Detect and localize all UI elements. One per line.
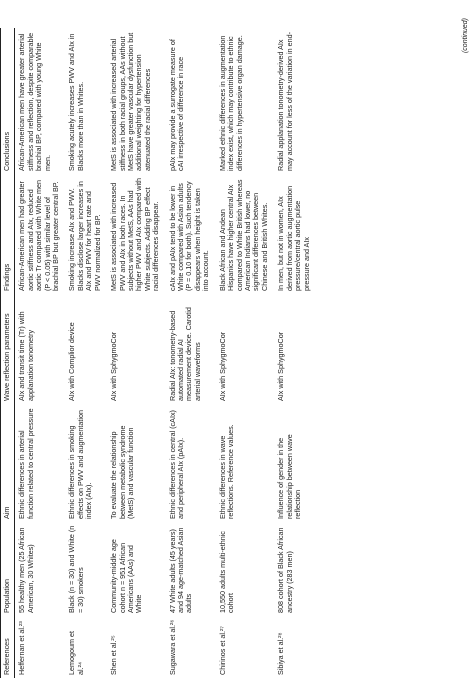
cell-aim: Ethnic differences in arterial function related to central pressure <box>17 408 35 519</box>
cell-reference: Heffernan et al.²³ <box>17 621 27 675</box>
table-row <box>15 28 66 678</box>
cell-aim: Ethnic differences in central (cAIx) and peripheral AIx (pAIx). <box>167 410 186 519</box>
cell-conclusions: Smoking acutely increases PWV and AIx in Blacks more than in Whites. <box>67 33 85 171</box>
cell-population: 47 White adults (45 years) and 94 age-matched Asian adults <box>167 527 194 613</box>
cell-population: 10,550 adults multi-ethnic cohort <box>217 531 236 613</box>
cell-parameters: AIx and transit time (Tr) with applanation tonometry <box>17 311 35 401</box>
cell-aim: Ethnic differences in smoking effects on PWV and augmentation index (AIx). <box>67 410 94 519</box>
table-row <box>166 28 216 678</box>
cell-population: Community-middle age cohort n = 951 African Americans (AAs) and White <box>109 539 144 613</box>
cell-conclusions: MetS is associated with increased arterial stiffness in both racial groups, AAs without MetS have greater vascular dysfunction but additional weighting for hypertension attenuated the racial differences <box>109 32 152 171</box>
cell-findings: African-American men had greater aortic stiffness and AIx, reduced aortic Tr compared with White men (P < 0.05) with similar level of brachial BP but greater central BP. <box>17 179 60 291</box>
continued-label: (continued) <box>462 18 469 54</box>
cell-conclusions: African-American men have greater arterial stiffness and reflection, despite comparable brachial BP, compared with young White men. <box>17 32 52 171</box>
ethnic-differences-table <box>0 28 316 678</box>
table-row <box>216 28 275 678</box>
cell-parameters: Radial AIx: tonometry-based automated radial AI measurement device. Carotid arterial waveforms <box>167 307 202 401</box>
cell-conclusions: Marked ethnic differences in augmentation index exist, which may contribute to ethnic differences in hypertensive organ damage. <box>217 35 244 171</box>
cell-parameters: AIx with SphygmoCor <box>276 331 286 401</box>
cell-parameters: AIx with SphygmoCor <box>217 331 227 401</box>
cell-aim: To evaluate the relationship between metabolic syndrome (MetS) and vascular function <box>109 425 135 519</box>
cell-findings: Black African and Andean Hispanics have higher central AIx compared to White British whereas American Indians had lower, no significant differences between Chinese and British Whites. <box>217 179 269 291</box>
header-references: References <box>1 616 15 678</box>
cell-population: 55 healthy men (25 African American, 30 Whites) <box>17 527 35 613</box>
cell-conclusions: Radial applanation tonometry-derived AIx may account for less of the variation in end- <box>276 31 294 171</box>
cell-parameters: AIx with SphygmoCor <box>109 331 119 401</box>
table-row <box>65 28 107 678</box>
cell-reference: Shen et al.²⁵ <box>109 635 119 675</box>
cell-reference: Chirinos et al.²⁷ <box>217 626 227 675</box>
cell-reference: Sibiya et al.²⁸ <box>276 632 286 675</box>
cell-reference: Lemogoum et al.²⁴ <box>67 631 85 675</box>
cell-findings: MetS is associated with increased PWV and AIx in both races. In subjects without MetS, AAs had higher PWV and AIx compared with White subjects. Adding BP effect racial differences disappear. <box>109 177 161 291</box>
cell-parameters: AIx with Complior device <box>67 322 77 401</box>
header-population: Population <box>1 522 15 616</box>
cell-conclusions: pAIx may provide a surrogate measure of cAI irrespective of difference in race <box>167 39 186 171</box>
cell-aim: Influence of gender in the relationship between wave reflection <box>276 434 303 519</box>
cell-findings: Smoking increase AIx and PWV. Blacks disclose larger increases in AIx and PWV for heart rate and PWV normalized for BP. <box>67 181 102 291</box>
header-findings: Findings <box>1 174 15 294</box>
header-aim: Aim <box>1 404 15 522</box>
cell-population: 808 cohort of Black African ancestry (283 men) <box>276 527 294 613</box>
table-row <box>274 28 316 678</box>
cell-population: Black (n = 30) and White (n = 30) smokers <box>67 525 85 613</box>
header-conclusions: Conclusions <box>1 28 15 174</box>
cell-aim: Ethnic differences in wave reflections. Reference values. <box>217 424 236 519</box>
header-row <box>1 28 15 678</box>
table-row <box>107 28 166 678</box>
cell-findings: cAIx and pAIx tend to be lower in White compared with Asian adults (P = 0.10 for both). Such tendency disappears when height is taken into account. <box>167 181 211 291</box>
cell-reference: Sugawara et al.²⁶ <box>167 619 177 675</box>
cell-findings: In men, but not in women, AIx derived from aortic augmentation pressure/central aortic pulse pressure and AIx <box>276 185 311 291</box>
header-wave-reflection-parameters: Wave reflection parameters <box>1 294 15 404</box>
